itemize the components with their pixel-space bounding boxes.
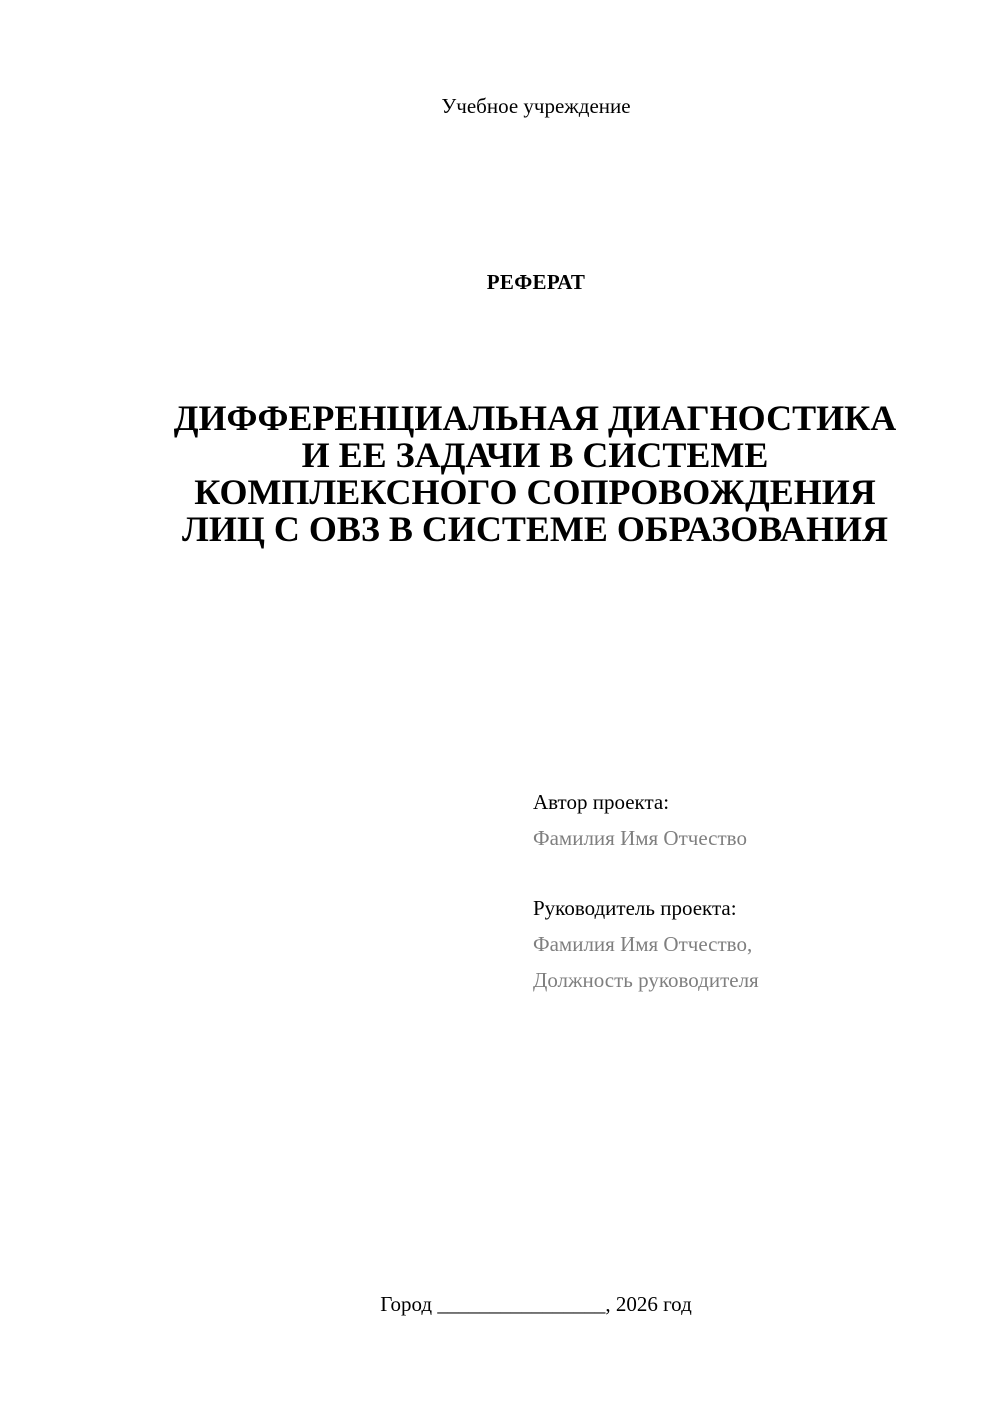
- author-name: Фамилия Имя Отчество: [533, 826, 747, 850]
- supervisor-block: [533, 890, 973, 998]
- document-title: [150, 400, 920, 548]
- title-line-4: ЛИЦ С ОВЗ В СИСТЕМЕ ОБРАЗОВАНИЯ: [182, 509, 888, 549]
- title-line-1: ДИФФЕРЕНЦИАЛЬНАЯ ДИАГНОСТИКА: [173, 398, 897, 438]
- document-type: РЕФЕРАТ: [486, 270, 586, 294]
- supervisor-position: Должность руководителя: [533, 968, 759, 992]
- title-line-2: И ЕЕ ЗАДАЧИ В СИСТЕМЕ: [301, 435, 769, 475]
- author-label: Автор проекта:: [533, 790, 670, 814]
- supervisor-label: Руководитель проекта:: [533, 896, 737, 920]
- title-line-3: КОМПЛЕКСНОГО СОПРОВОЖДЕНИЯ: [194, 472, 876, 512]
- institution-name: Учебное учреждение: [441, 94, 631, 118]
- supervisor-name: Фамилия Имя Отчество,: [533, 932, 753, 956]
- author-block: [533, 784, 973, 856]
- city-year-line: Город ________________, 2026 год: [380, 1292, 692, 1316]
